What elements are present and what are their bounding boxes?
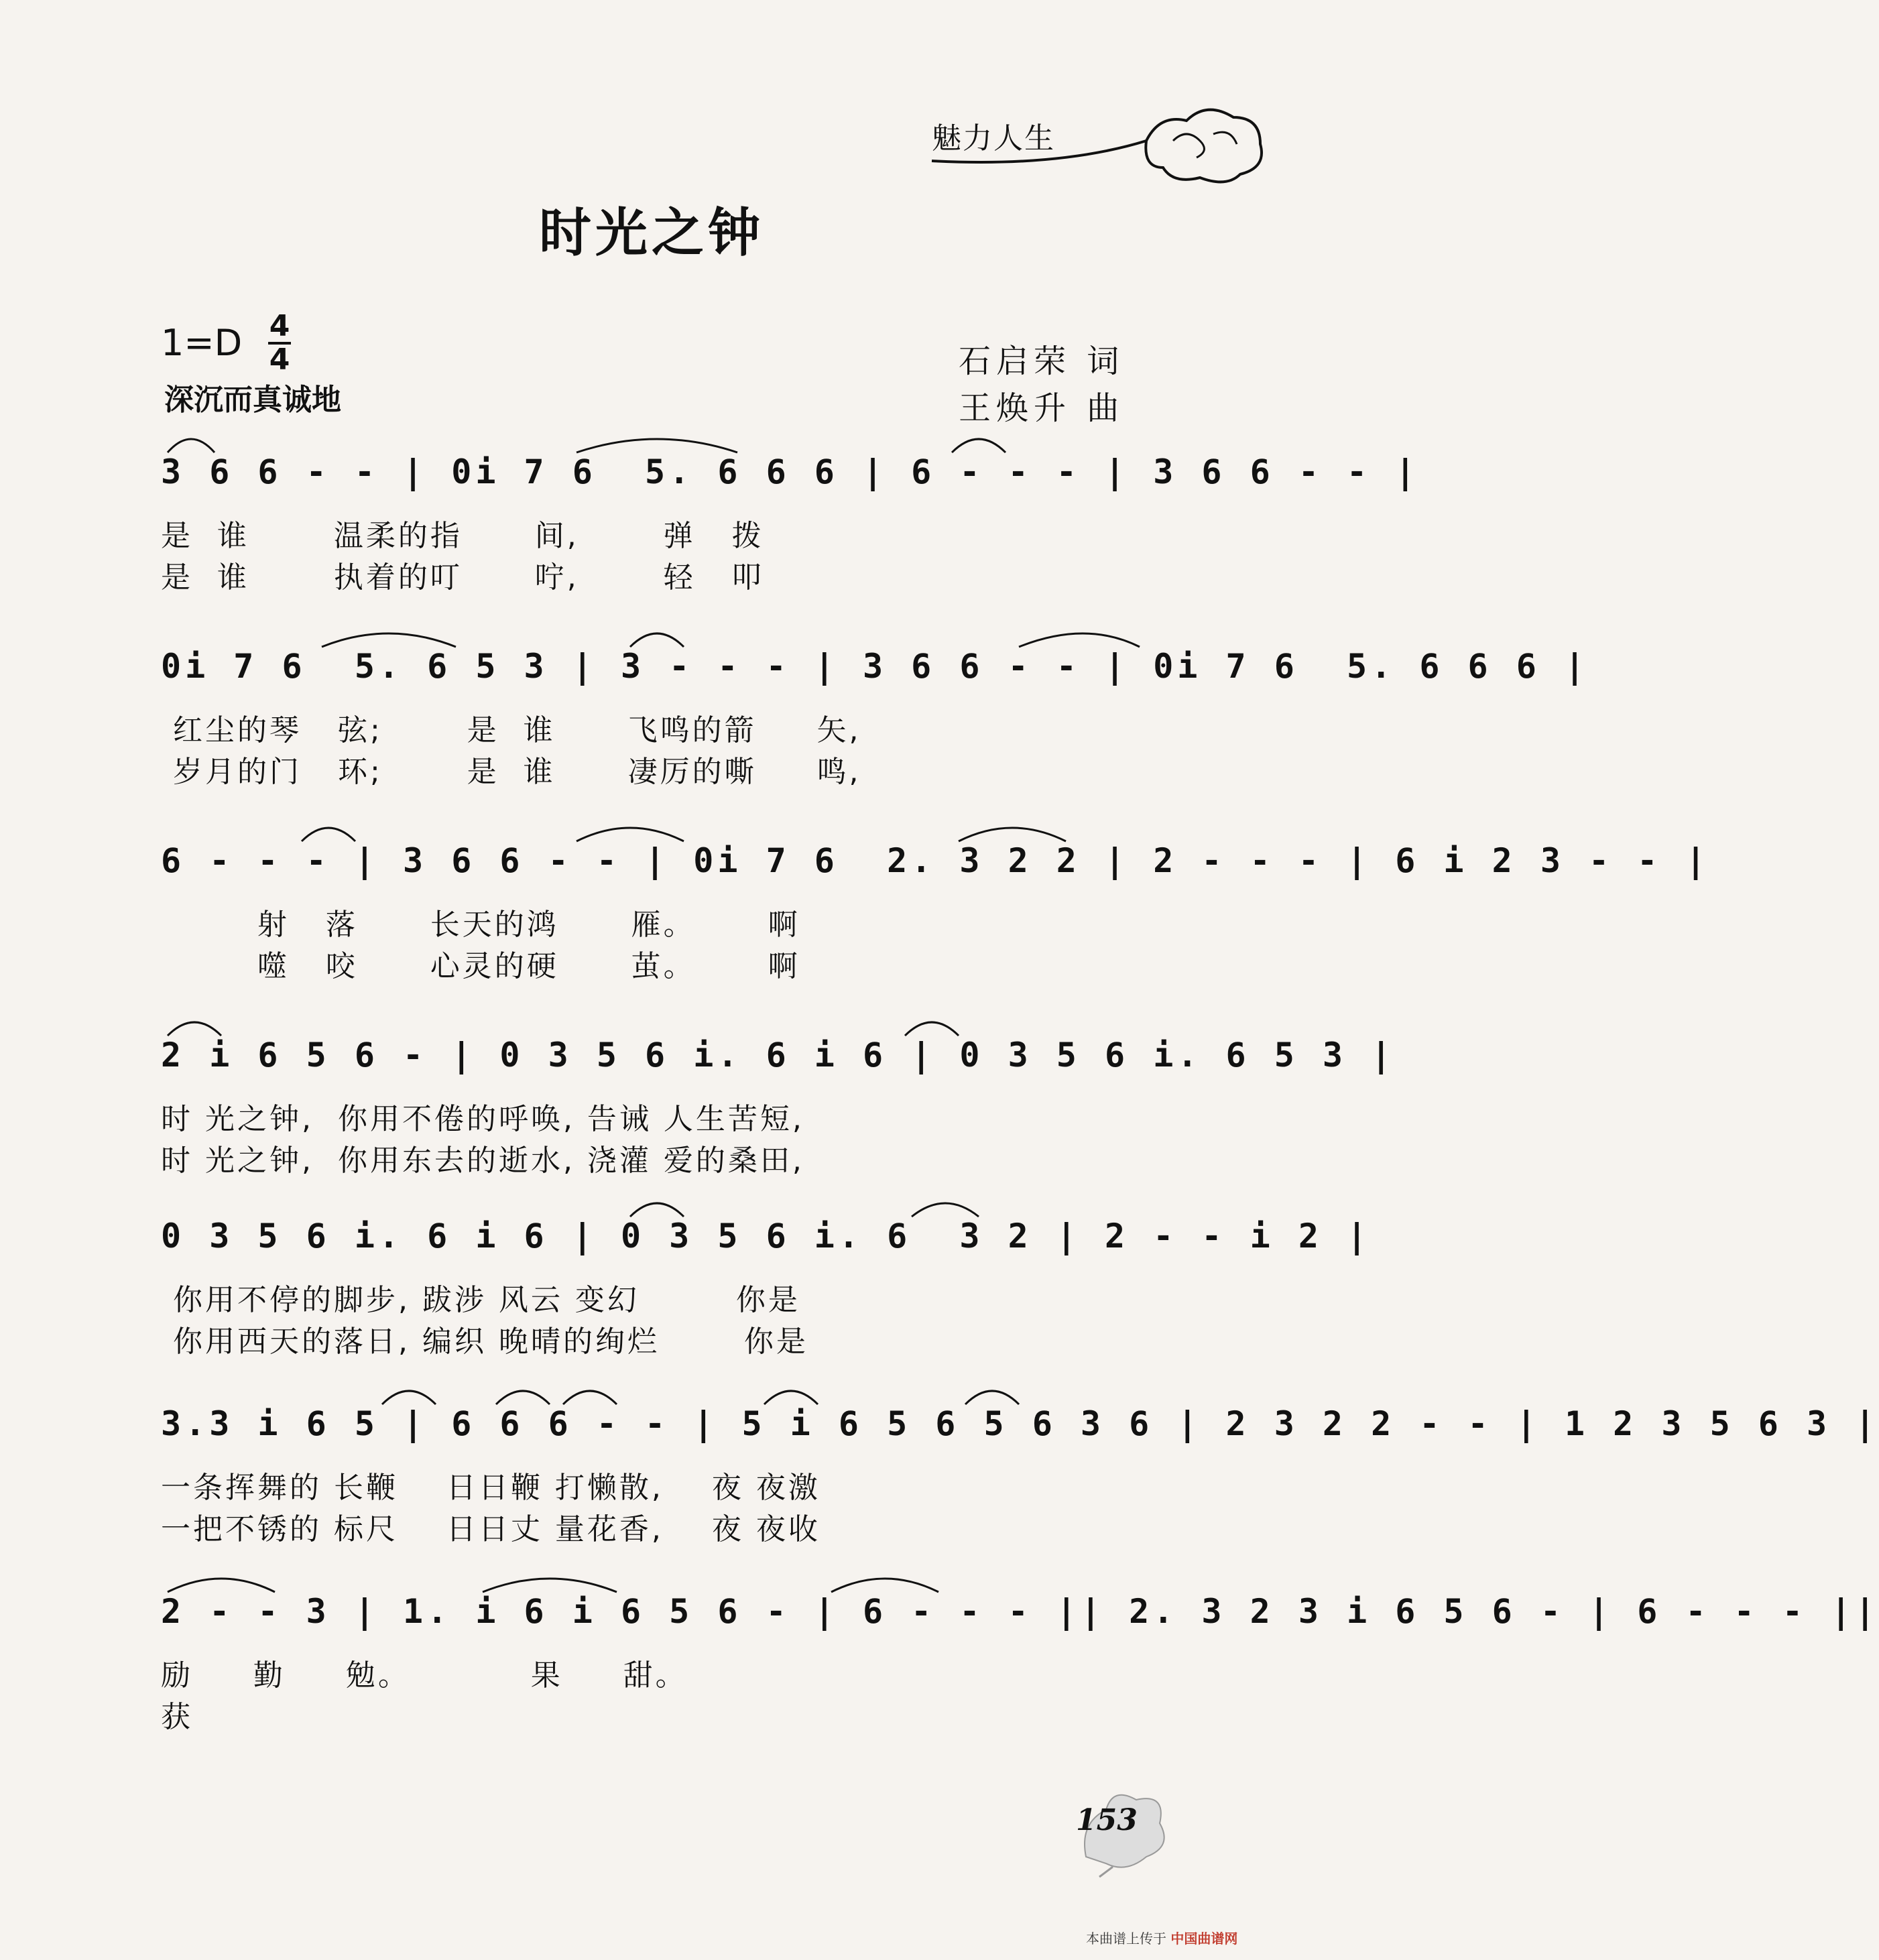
- lyrics-verse-2: 时 光之钟, 你用东去的逝水, 浇灌 爱的桑田,: [161, 1144, 804, 1178]
- system-5: [161, 1217, 1372, 1364]
- time-bottom: 4: [269, 343, 290, 377]
- system-3: [161, 841, 1710, 989]
- system-1: [161, 452, 1420, 600]
- system-6: [161, 1404, 1879, 1552]
- lyrics-verse-1: 你用不停的脚步, 跋涉 风云 变幻 你是: [161, 1283, 800, 1317]
- notation-line: 3 6 6 - - | 0i 7 6 5. 6 6 6 | 6 - - - | 3 6 6 - - |: [161, 452, 1420, 491]
- lyrics-verse-2: 你用西天的落日, 编织 晚晴的绚烂 你是: [161, 1325, 808, 1359]
- key-signature: 1=D: [161, 322, 243, 364]
- tempo-marking: 深沉而真诚地: [164, 383, 341, 417]
- lyrics-verse-2: 是 谁 执着的叮 咛, 轻 叩: [161, 560, 764, 595]
- notation-line: 0i 7 6 5. 6 5 3 | 3 - - - | 3 6 6 - - | 0i 7 6 5. 6 6 6 |: [161, 647, 1589, 686]
- notation-line: 6 - - - | 3 6 6 - - | 0i 7 6 2. 3 2 2 | 2 - - - | 6 i 2 3 - - |: [161, 841, 1710, 880]
- system-7: [161, 1592, 1879, 1739]
- lyrics-verse-2: 一把不锈的 标尺 日日丈 量花香, 夜 夜收: [161, 1512, 821, 1546]
- footer-brand: 中国曲谱网: [1170, 1931, 1238, 1947]
- lyricist-credit: 石启荣 词: [959, 343, 1125, 380]
- composer-credit: 王焕升 曲: [959, 389, 1125, 427]
- page-number: 153: [1076, 1803, 1138, 1837]
- lyrics-verse-1: 射 落 长天的鸿 雁。 啊: [161, 908, 800, 942]
- lyrics-verse-1: 是 谁 温柔的指 间, 弹 拨: [161, 519, 764, 553]
- lyrics-verse-1: 时 光之钟, 你用不倦的呼唤, 告诫 人生苦短,: [161, 1102, 804, 1136]
- lyrics-verse-1: 红尘的琴 弦; 是 谁 飞鸣的箭 矢,: [161, 713, 861, 747]
- system-2: [161, 647, 1589, 794]
- footer-watermark: [1086, 1928, 1237, 1947]
- song-title: 时光之钟: [538, 203, 764, 263]
- system-4: [161, 1036, 1396, 1183]
- notation-line: 2 i 6 5 6 - | 0 3 5 6 i. 6 i 6 | 0 3 5 6 i. 6 5 3 |: [161, 1036, 1396, 1075]
- lyrics-verse-2: 岁月的门 环; 是 谁 凄厉的嘶 鸣,: [161, 755, 861, 789]
- time-top: 4: [269, 309, 290, 343]
- footer-text: 本曲谱上传于: [1086, 1931, 1166, 1947]
- notation-line: 0 3 5 6 i. 6 i 6 | 0 3 5 6 i. 6 3 2 | 2 - - i 2 |: [161, 1217, 1372, 1255]
- lyrics-verse-2: 噬 咬 心灵的硬 茧。 啊: [161, 949, 800, 983]
- notation-line: 3.3 i 6 5 | 6 6 6 - - | 5 i 6 5 6 5 6 3 6 | 2 3 2 2 - - | 1 2 3 5 6 3 |: [161, 1404, 1879, 1443]
- lyrics-verse-1: 一条挥舞的 长鞭 日日鞭 打懒散, 夜 夜激: [161, 1471, 821, 1505]
- notation-line: 2 - - 3 | 1. i 6 i 6 5 6 - | 6 - - - || 2. 3 2 3 i 6 5 6 - | 6 - - - ||: [161, 1592, 1879, 1631]
- section-label: 魅力人生: [932, 121, 1055, 156]
- lyrics-verse-2: 获: [161, 1700, 193, 1734]
- time-signature: [268, 309, 291, 377]
- lyrics-verse-1: 励 勤 勉。 果 甜。: [161, 1658, 688, 1693]
